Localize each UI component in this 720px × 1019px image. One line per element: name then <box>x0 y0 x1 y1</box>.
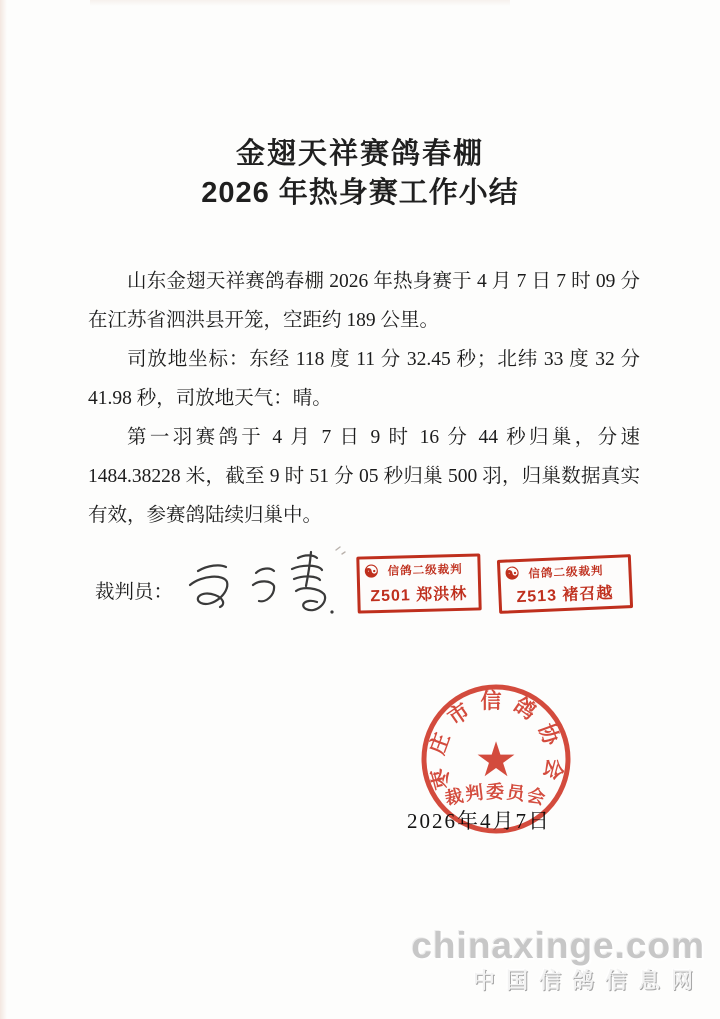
paragraph-results: 第一羽赛鸽于 4 月 7 日 9 时 16 分 44 秒归巢，分速 1484.38228 米，截至 9 时 51 分 05 秒归巢 500 羽，归巢数据真实有效，参赛鸽陆续归巢中。 <box>88 427 640 526</box>
watermark-site-url: chinaxinge.com <box>411 925 705 966</box>
report-date: 2026年4月7日 <box>407 809 551 833</box>
seal-ring-text: 枣庄市信鸽协会 <box>425 690 567 792</box>
watermark-site-name: 中国信鸽信息网 <box>472 968 704 993</box>
stamp-title: 信鸽二级裁判 <box>528 564 604 581</box>
paragraph-coordinates: 司放地坐标：东经 118 度 11 分 32.45 秒；北纬 33 度 32 分 41.98 秒，司放地天气：晴。 <box>88 349 640 409</box>
judge-stamp-1 <box>356 553 481 613</box>
pigeon-association-logo-icon: ☯ <box>363 561 380 582</box>
seal-star-icon: ★ <box>474 734 518 788</box>
report-body <box>88 262 640 535</box>
report-title-line2: 2026 年热身赛工作小结 <box>201 177 519 209</box>
judge-signature <box>160 538 365 633</box>
seal-bottom-text: 裁判委员会 <box>442 782 550 809</box>
association-seal <box>414 677 578 841</box>
judge-label: 裁判员： <box>95 582 174 603</box>
stamp-title: 信鸽二级裁判 <box>387 564 463 579</box>
stamp-judge-name: Z513 褚召越 <box>516 584 614 607</box>
pigeon-association-logo-icon: ☯ <box>504 563 521 584</box>
svg-text:裁判委员会 <box>443 781 550 809</box>
paragraph-release-info: 山东金翅天祥赛鸽春棚 2026 年热身赛于 4 月 7 日 7 时 09 分在江苏省泗洪县开笼，空距约 189 公里。 <box>88 271 640 331</box>
stamp-judge-name: Z501 郑洪林 <box>370 585 468 606</box>
report-title-line1: 金翅天祥赛鸽春棚 <box>235 138 484 170</box>
scan-edge-shadow-top <box>90 0 510 6</box>
judge-stamp-2 <box>497 554 633 614</box>
